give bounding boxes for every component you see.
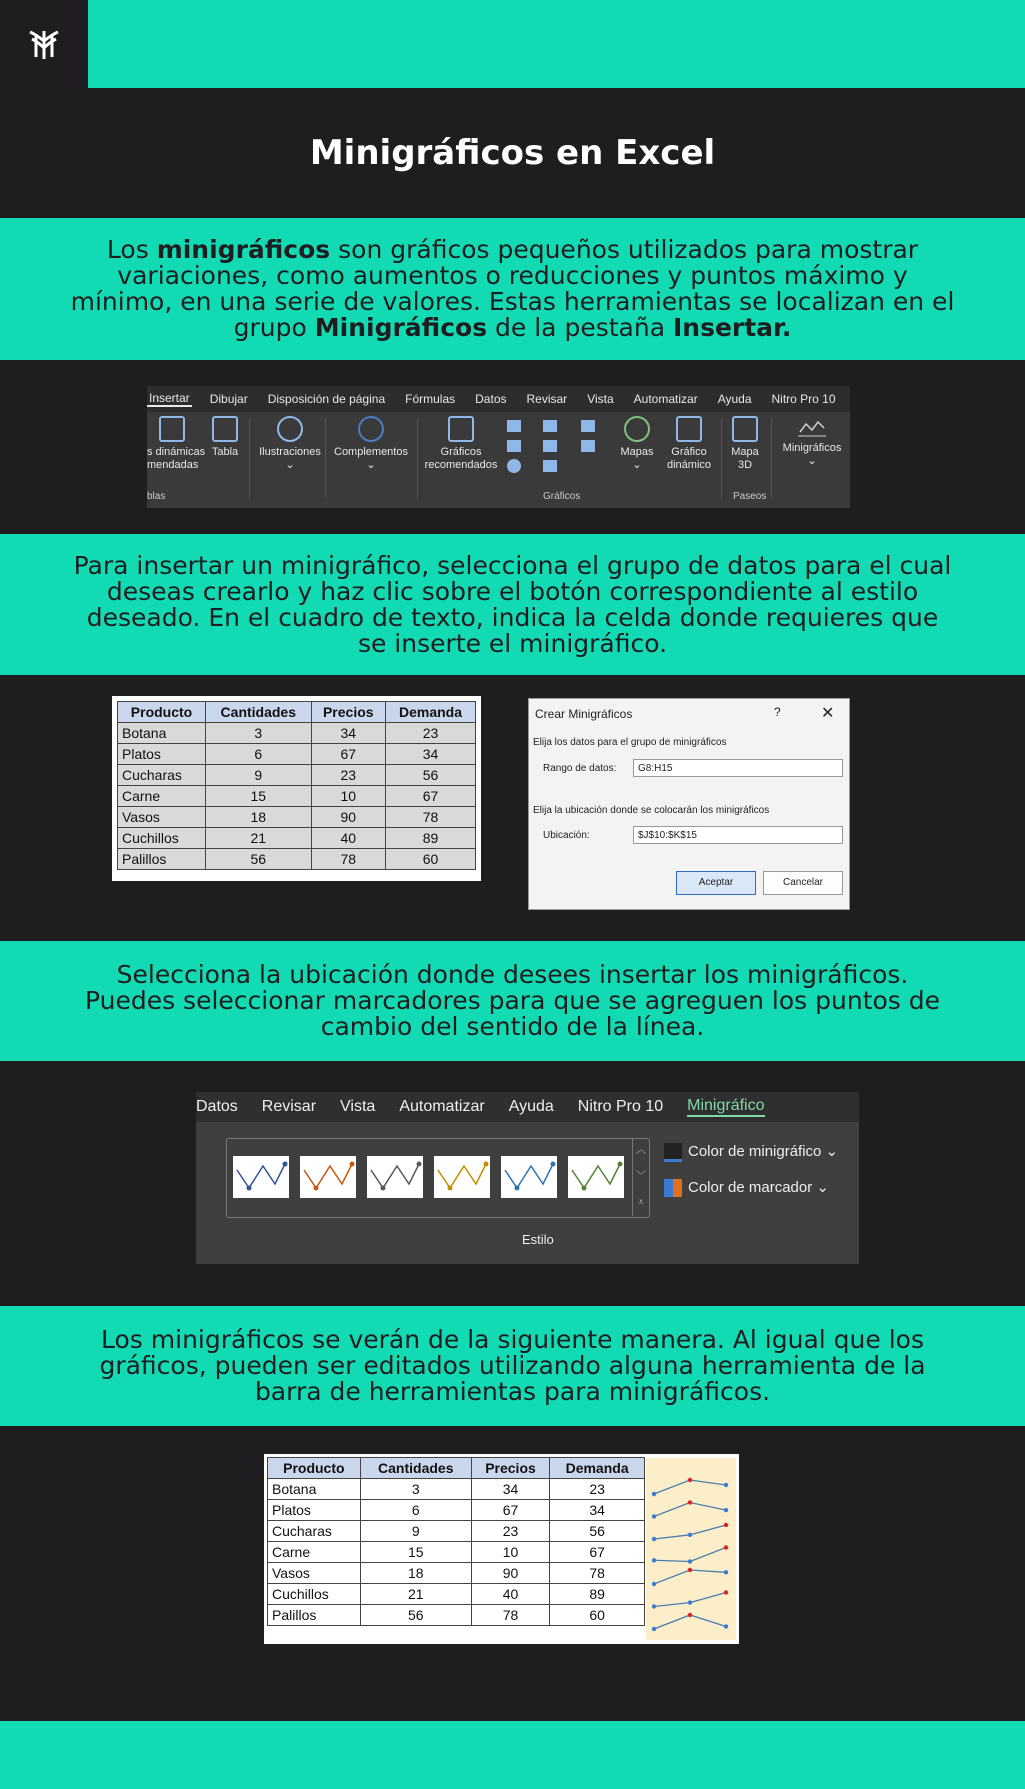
table-cell: 15: [206, 786, 312, 807]
sparkline-ribbon: [196, 1092, 859, 1264]
table-cell: Platos: [118, 744, 206, 765]
column-header: Producto: [118, 702, 206, 723]
tab-5[interactable]: Revisar: [526, 392, 568, 406]
logo-icon: [0, 0, 88, 88]
sparkline-style-swatch[interactable]: [568, 1156, 624, 1198]
pivot-chart-button[interactable]: Gráfico dinámico: [661, 416, 717, 472]
table-cell: 40: [311, 828, 385, 849]
sparkline-marker: [652, 1492, 656, 1496]
sparkline-marker: [688, 1568, 692, 1572]
ribbon-tabs: [147, 386, 850, 412]
table-cell: 89: [550, 1584, 645, 1605]
tab-5[interactable]: Nitro Pro 10: [577, 1098, 664, 1115]
sparkline-marker: [688, 1559, 692, 1563]
accept-button[interactable]: Aceptar: [676, 871, 756, 895]
sparkline-style-swatch[interactable]: [233, 1156, 289, 1198]
sparkline-marker: [724, 1590, 728, 1594]
pivot-tables-button[interactable]: s dinámicas mendadas: [147, 416, 197, 472]
sparkline-color-button[interactable]: Color de minigráfico ⌄: [664, 1142, 838, 1162]
map3d-icon: [732, 416, 758, 442]
tab-2[interactable]: Disposición de página: [267, 392, 386, 406]
shapes-icon: [277, 416, 303, 442]
table-icon: [212, 416, 238, 442]
sparkline-style-swatch[interactable]: [300, 1156, 356, 1198]
chart-types-icon: [505, 416, 615, 476]
tab-8[interactable]: Ayuda: [717, 392, 752, 406]
table-cell: 67: [311, 744, 385, 765]
table-row: [268, 1584, 645, 1605]
table-row: [118, 765, 476, 786]
table-row: [268, 1479, 645, 1500]
table-cell: 34: [471, 1479, 549, 1500]
instruction-band-2: [0, 534, 1025, 675]
maps-button[interactable]: Mapas ⌄: [617, 416, 657, 472]
sparkline-marker: [724, 1570, 728, 1574]
map3d-button[interactable]: Mapa 3D: [727, 416, 763, 472]
intro-band: [0, 218, 1025, 360]
bottom-banner: [0, 1721, 1025, 1789]
close-icon[interactable]: ✕: [821, 705, 835, 722]
sparkline-marker: [688, 1533, 692, 1537]
table-cell: Botana: [118, 723, 206, 744]
table-row: [268, 1542, 645, 1563]
table-cell: 67: [471, 1500, 549, 1521]
data-table: [117, 701, 476, 870]
sparkline-marker: [652, 1558, 656, 1562]
table-cell: 9: [206, 765, 312, 786]
ribbon-tabs: [196, 1092, 859, 1122]
separator: [771, 418, 772, 498]
sparkline-marker: [724, 1483, 728, 1487]
sparkline-style-swatch[interactable]: [501, 1156, 557, 1198]
table-cell: Carne: [118, 786, 206, 807]
sparkline-marker: [724, 1523, 728, 1527]
marker-color-button[interactable]: Color de marcador ⌄: [664, 1178, 829, 1197]
top-banner: [0, 0, 1025, 88]
table-cell: 6: [206, 744, 312, 765]
table-cell: 34: [550, 1500, 645, 1521]
sparkline-style-swatch[interactable]: [367, 1156, 423, 1198]
table-cell: 10: [311, 786, 385, 807]
table-cell: 15: [360, 1542, 471, 1563]
sparklines-button[interactable]: Minigráficos ⌄: [777, 416, 847, 468]
sparkline-icon: [798, 416, 826, 438]
result-table-card: [264, 1454, 739, 1644]
table-cell: 9: [360, 1521, 471, 1542]
table-cell: Palillos: [268, 1605, 361, 1626]
table-cell: 18: [206, 807, 312, 828]
paragraph-3: Selecciona la ubicación donde desees insertar los minigráficos. Puedes seleccionar marcadores para que se agreguen los puntos de cambio del sentido de la línea.: [84, 960, 941, 1041]
group-label-tours: Paseos: [733, 491, 767, 502]
table-cell: Palillos: [118, 849, 206, 870]
table-cell: Vasos: [118, 807, 206, 828]
table-cell: 90: [311, 807, 385, 828]
tab-9[interactable]: Nitro Pro 10: [771, 392, 836, 406]
sparkline-marker: [652, 1537, 656, 1541]
paragraph-2: Para insertar un minigráfico, selecciona el grupo de datos para el cual deseas crearlo y haz clic sobre el botón correspondiente al estilo deseado. En el cuadro de texto, indica la celda donde requieres que se inserte el minigráfico.: [73, 550, 952, 658]
table-cell: 56: [386, 765, 476, 786]
pen-icon: [664, 1143, 682, 1162]
table-cell: 90: [471, 1563, 549, 1584]
tab-2[interactable]: Vista: [340, 1098, 376, 1115]
marker-icon: [664, 1179, 682, 1197]
table-button[interactable]: Tabla: [205, 416, 245, 459]
result-table: [267, 1457, 645, 1626]
tab-7[interactable]: Automatizar: [633, 392, 698, 406]
column-header: Producto: [268, 1458, 361, 1479]
cancel-button[interactable]: Cancelar: [763, 871, 843, 895]
table-cell: 78: [471, 1605, 549, 1626]
table-cell: Cucharas: [118, 765, 206, 786]
create-sparklines-dialog: [528, 698, 850, 910]
separator: [249, 418, 250, 498]
sparkline-marker: [724, 1624, 728, 1628]
style-gallery: [226, 1138, 650, 1218]
sparkline-style-swatch[interactable]: [434, 1156, 490, 1198]
tab-4[interactable]: Ayuda: [508, 1098, 554, 1115]
table-cell: 60: [550, 1605, 645, 1626]
sparkline-marker: [688, 1500, 692, 1504]
table-cell: Vasos: [268, 1563, 361, 1584]
sparkline-marker: [652, 1604, 656, 1608]
group-label-style: Estilo: [522, 1232, 554, 1247]
column-header: Cantidades: [360, 1458, 471, 1479]
table-cell: 67: [386, 786, 476, 807]
table-cell: 3: [206, 723, 312, 744]
table-cell: 34: [386, 744, 476, 765]
sparkline-marker: [688, 1600, 692, 1604]
separator: [417, 418, 418, 498]
range-input[interactable]: G8:H15: [633, 759, 843, 777]
instruction-band-4: [0, 1306, 1025, 1426]
tab-3[interactable]: Fórmulas: [405, 392, 456, 406]
table-cell: 10: [471, 1542, 549, 1563]
table-cell: 23: [471, 1521, 549, 1542]
dialog-title: Crear Minigráficos: [535, 707, 633, 721]
table-row: [118, 786, 476, 807]
table-cell: 78: [386, 807, 476, 828]
instruction-band-3: [0, 941, 1025, 1061]
table-cell: 56: [360, 1605, 471, 1626]
addins-button[interactable]: Complementos ⌄: [329, 416, 413, 472]
tab-4[interactable]: Datos: [475, 392, 507, 406]
pivot-icon: [159, 416, 185, 442]
tab-6[interactable]: Vista: [587, 392, 614, 406]
table-cell: Cuchillos: [118, 828, 206, 849]
column-header: Demanda: [550, 1458, 645, 1479]
separator: [721, 418, 722, 498]
tab-3[interactable]: Automatizar: [399, 1098, 485, 1115]
table-cell: Botana: [268, 1479, 361, 1500]
location-section-label: Elija la ubicación donde se colocarán los minigráficos: [533, 805, 770, 816]
table-cell: 40: [471, 1584, 549, 1605]
location-input[interactable]: $J$10:$K$15: [633, 826, 843, 844]
column-header: Demanda: [386, 702, 476, 723]
range-label: Rango de datos:: [543, 763, 617, 774]
chart-question-icon: [448, 416, 474, 442]
table-cell: 3: [360, 1479, 471, 1500]
pivot-chart-icon: [676, 416, 702, 442]
table-cell: 18: [360, 1563, 471, 1584]
table-row: [268, 1605, 645, 1626]
gallery-scroll[interactable]: ︿ ﹀ ⩡: [632, 1138, 649, 1216]
table-cell: 23: [386, 723, 476, 744]
table-row: [118, 807, 476, 828]
tab-1[interactable]: Revisar: [261, 1098, 317, 1115]
tab-1[interactable]: Dibujar: [209, 392, 248, 406]
insert-ribbon: [147, 386, 850, 508]
column-header: Precios: [471, 1458, 549, 1479]
table-cell: 56: [206, 849, 312, 870]
location-label: Ubicación:: [543, 830, 590, 841]
paragraph-4: Los minigráficos se verán de la siguiente manera. Al igual que los gráficos, pueden ser editados utilizando alguna herramienta de la barra de herramientas para minigráficos.: [99, 1325, 926, 1406]
sparkline-marker: [724, 1545, 728, 1549]
separator: [325, 418, 326, 498]
globe-icon: [624, 416, 650, 442]
table-row: [268, 1500, 645, 1521]
page-title: Minigráficos en Excel: [309, 133, 716, 173]
table-cell: 67: [550, 1542, 645, 1563]
table-cell: 78: [550, 1563, 645, 1584]
sparkline-marker: [688, 1613, 692, 1617]
help-icon[interactable]: ?: [774, 705, 781, 719]
table-cell: 78: [311, 849, 385, 870]
table-cell: 60: [386, 849, 476, 870]
table-cell: Carne: [268, 1542, 361, 1563]
table-cell: 21: [206, 828, 312, 849]
addins-icon: [358, 416, 384, 442]
table-row: [268, 1563, 645, 1584]
table-row: [118, 744, 476, 765]
table-cell: 56: [550, 1521, 645, 1542]
table-cell: 23: [550, 1479, 645, 1500]
tab-6[interactable]: Minigráfico: [687, 1097, 764, 1117]
table-cell: 6: [360, 1500, 471, 1521]
recommended-charts-button[interactable]: Gráficos recomendados: [423, 416, 499, 472]
group-label-tables: blas: [147, 491, 166, 502]
tab-0[interactable]: Insertar: [149, 391, 190, 405]
sparkline-marker: [724, 1508, 728, 1512]
sparkline-marker: [688, 1478, 692, 1482]
sparkline-marker: [652, 1627, 656, 1631]
table-cell: Cuchillos: [268, 1584, 361, 1605]
column-header: Cantidades: [206, 702, 312, 723]
data-table-card: [112, 696, 481, 881]
table-row: [268, 1521, 645, 1542]
group-label-charts: Gráficos: [543, 491, 581, 502]
table-cell: 23: [311, 765, 385, 786]
sparkline-marker: [652, 1582, 656, 1586]
chart-types-grid[interactable]: [505, 416, 615, 476]
table-row: [118, 828, 476, 849]
tab-0[interactable]: Datos: [196, 1098, 238, 1115]
sparklines-column: [646, 1458, 736, 1640]
table-cell: 21: [360, 1584, 471, 1605]
sparkline-marker: [652, 1514, 656, 1518]
table-cell: 34: [311, 723, 385, 744]
illustrations-button[interactable]: Ilustraciones ⌄: [255, 416, 325, 472]
intro-text: Los minigráficos son gráficos pequeños utilizados para mostrar variaciones, como aumentos o reducciones y puntos máximo y mínimo, en una serie de valores. Estas herramientas se localizan en el grupo Minigráficos de la pestaña Insertar.: [70, 235, 955, 342]
column-header: Precios: [311, 702, 385, 723]
table-row: [118, 723, 476, 744]
table-cell: Cucharas: [268, 1521, 361, 1542]
data-section-label: Elija los datos para el grupo de minigráficos: [533, 737, 727, 748]
table-cell: 89: [386, 828, 476, 849]
table-cell: Platos: [268, 1500, 361, 1521]
table-row: [118, 849, 476, 870]
